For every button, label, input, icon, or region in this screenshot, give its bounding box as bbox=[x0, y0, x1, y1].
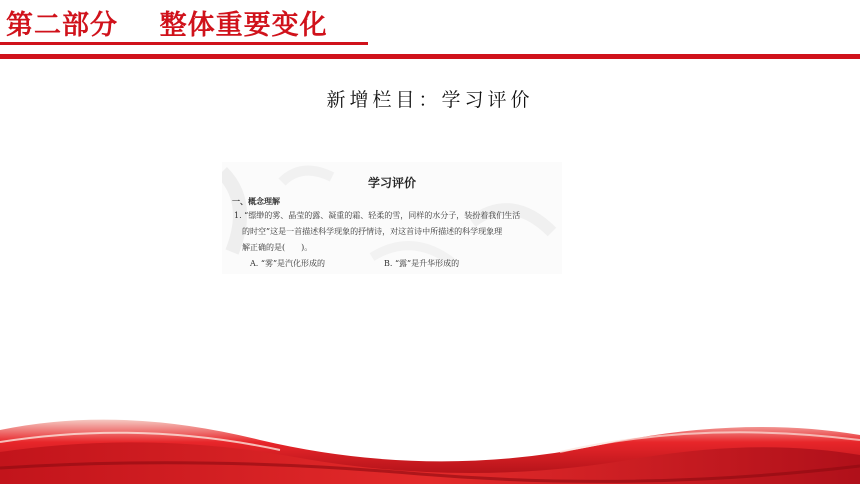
footer-ribbon-banner bbox=[0, 400, 860, 484]
slide-subtitle: 新增栏目：学习评价 bbox=[326, 89, 534, 111]
header bbox=[0, 0, 860, 60]
excerpt-question-line: 1. “缥缈的雾、晶莹的露、凝重的霜、轻柔的雪，同样的水分子，装扮着我们生活 bbox=[234, 211, 521, 220]
excerpt-question-line: 解正确的是( )。 bbox=[242, 243, 313, 252]
header-rule bbox=[0, 54, 860, 59]
excerpt-option-b: B. “露”是升华形成的 bbox=[384, 259, 460, 268]
excerpt-question-line: 的时空”这是一首描述科学现象的抒情诗，对这首诗中所描述的科学现象理 bbox=[242, 227, 503, 236]
excerpt-section-heading: 一、概念理解 bbox=[232, 196, 280, 206]
section-title: 第二部分 整体重要变化 bbox=[6, 10, 328, 41]
excerpt-option-a: A. “雾”是汽化形成的 bbox=[250, 259, 326, 268]
excerpt-title: 学习评价 bbox=[367, 176, 416, 190]
title-underline bbox=[0, 42, 368, 45]
scanned-excerpt-image bbox=[222, 162, 562, 274]
